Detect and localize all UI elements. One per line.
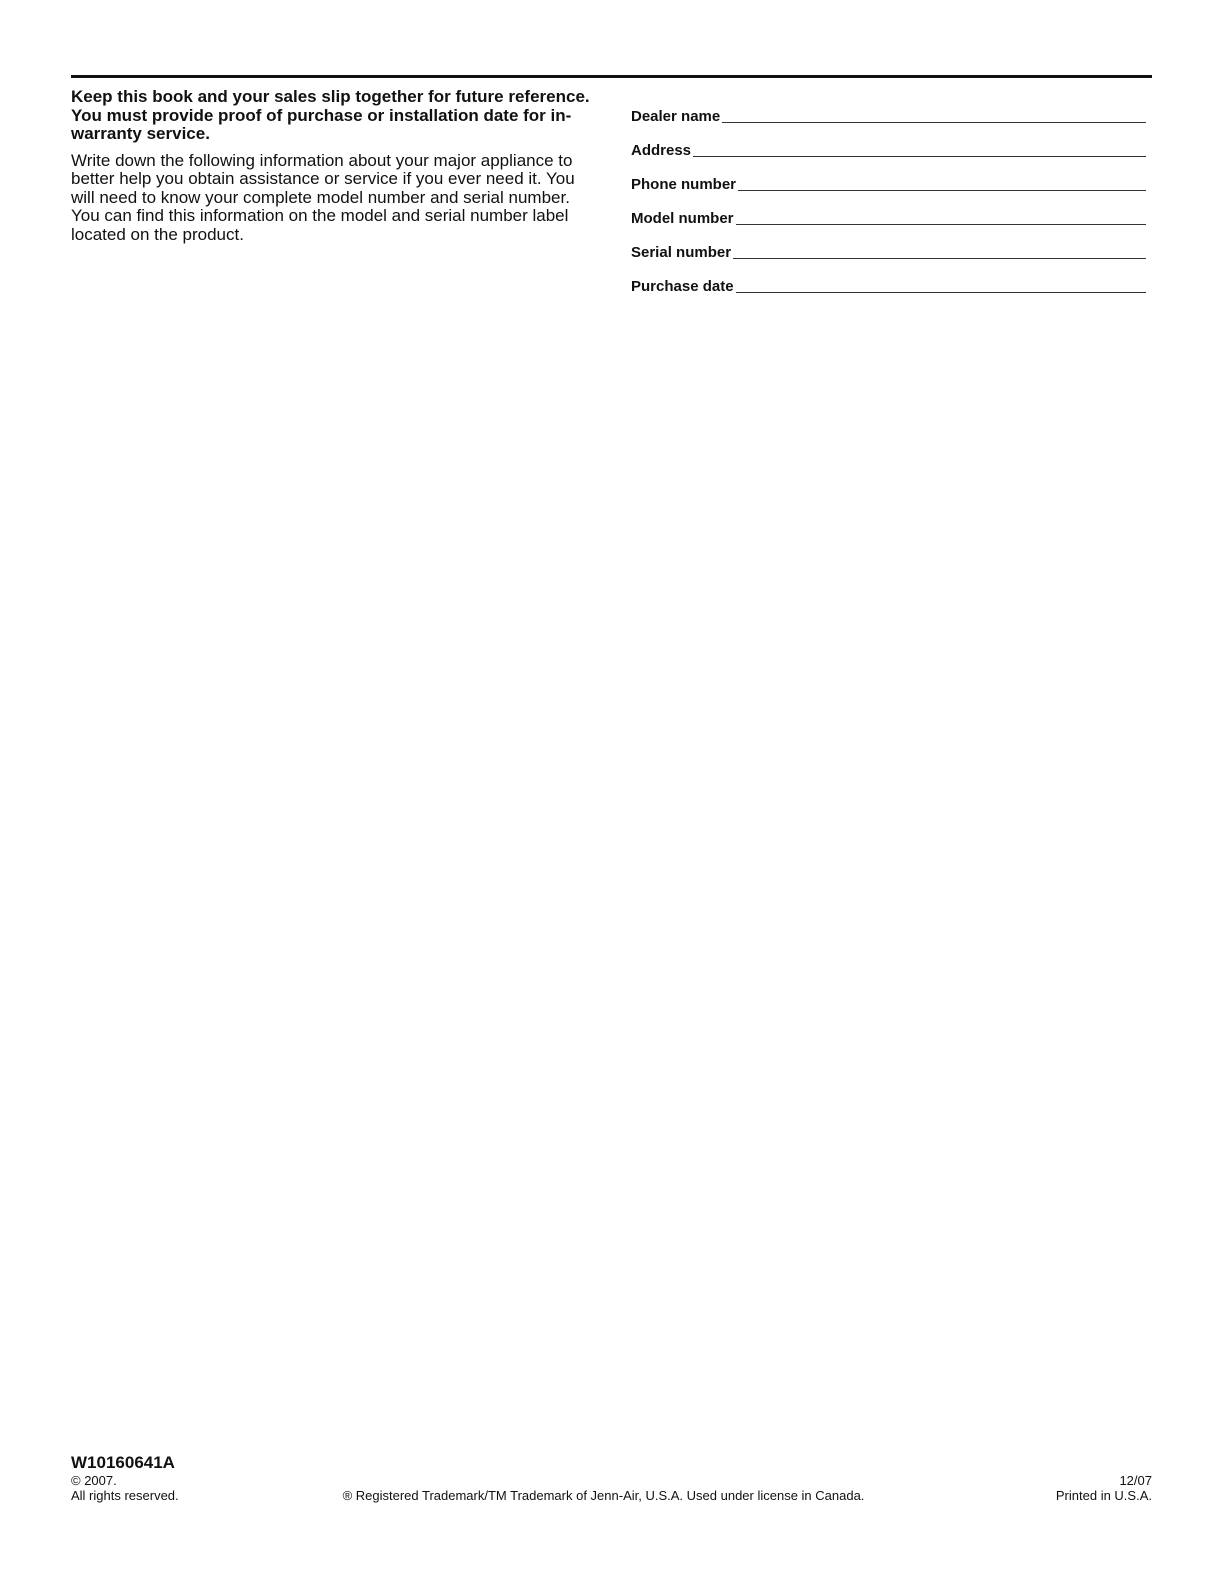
field-line[interactable] [693,140,1146,157]
field-label: Serial number [631,244,732,261]
copyright-text: © 2007. [71,1473,117,1488]
footer [71,1453,1152,1503]
address-field[interactable] [631,126,1146,160]
rights-text: All rights reserved. [71,1488,179,1503]
serial-number-field[interactable] [631,228,1146,262]
intro-section [71,88,593,244]
part-number: W10160641A [71,1453,175,1472]
record-form [631,92,1146,296]
field-label: Phone number [631,176,737,193]
printed-in-text: Printed in U.S.A. [1055,1488,1152,1503]
field-line[interactable] [738,174,1146,191]
model-number-field[interactable] [631,194,1146,228]
intro-lead: Keep this book and your sales slip together for future reference. You must provide proof of purchase or installation date for in-warranty service. [71,87,590,143]
field-line[interactable] [736,276,1146,293]
top-rule [71,75,1152,78]
footer-center [271,1488,952,1503]
intro-body: Write down the following information about your major appliance to better help you obtain assistance or service if you ever need it. You will need to know your complete model number and serial number. You can find this information on the model and serial number label located on the product. [71,150,575,244]
field-label: Purchase date [631,278,734,295]
footer-row [71,1473,1152,1503]
footer-right [952,1473,1152,1503]
field-label: Address [631,142,692,159]
date-code: 12/07 [1119,1473,1152,1488]
field-line[interactable] [733,242,1146,259]
field-line[interactable] [722,106,1146,123]
field-label: Dealer name [631,108,721,125]
dealer-name-field[interactable] [631,92,1146,126]
footer-left [71,1473,271,1503]
purchase-date-field[interactable] [631,262,1146,296]
trademark-text: ® Registered Trademark/TM Trademark of Jenn-Air, U.S.A. Used under license in Canada. [342,1488,865,1503]
field-label: Model number [631,210,734,227]
field-line[interactable] [736,208,1146,225]
phone-number-field[interactable] [631,160,1146,194]
